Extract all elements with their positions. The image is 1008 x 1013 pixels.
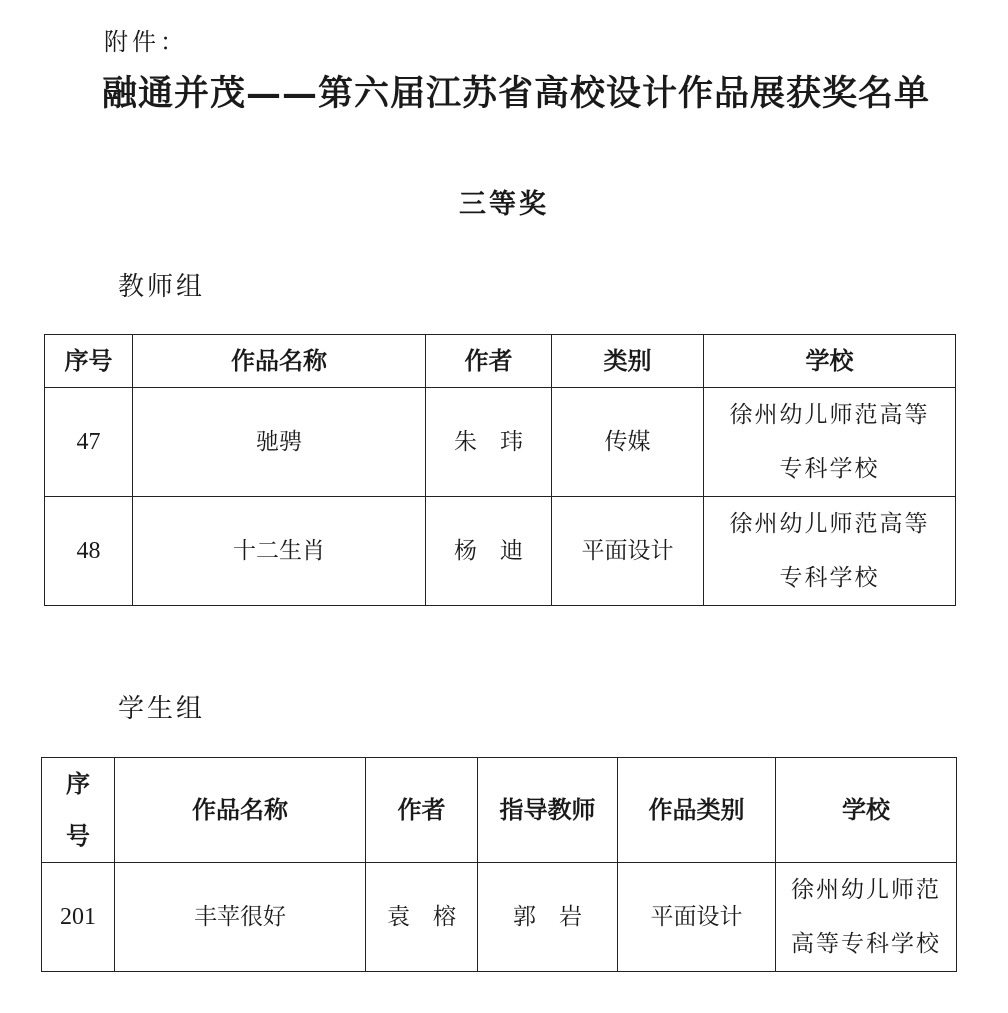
row-advisor: 郭 岩	[478, 863, 618, 972]
column-header-work: 作品名称	[115, 758, 366, 863]
student-group-table	[41, 757, 957, 972]
table-header-row	[45, 335, 956, 388]
row-author: 袁 榕	[366, 863, 478, 972]
school-line-2: 高等专科学校	[791, 931, 941, 957]
row-school	[704, 497, 956, 606]
attachment-label: 附件：	[104, 28, 188, 56]
school-line-2: 专科学校	[779, 565, 880, 591]
table-row	[42, 863, 957, 972]
row-school	[704, 388, 956, 497]
row-no: 48	[45, 497, 133, 606]
column-header-advisor: 指导教师	[478, 758, 618, 863]
school-line-1: 徐州幼儿师范	[791, 877, 941, 903]
table-header-row	[42, 758, 957, 863]
row-work: 丰苹很好	[115, 863, 366, 972]
column-header-no-line-1: 序	[66, 769, 90, 798]
column-header-no: 序号	[45, 335, 133, 388]
row-work: 驰骋	[133, 388, 426, 497]
teacher-group-label: 教师组	[118, 272, 206, 302]
student-group-label: 学生组	[118, 694, 206, 724]
award-level-heading: 三等奖	[459, 189, 549, 220]
school-line-1: 徐州幼儿师范高等	[729, 402, 930, 428]
teacher-group-table	[44, 334, 956, 606]
row-category: 传媒	[552, 388, 704, 497]
row-category: 平面设计	[552, 497, 704, 606]
column-header-school: 学校	[704, 335, 956, 388]
column-header-no	[42, 758, 115, 863]
row-no: 201	[42, 863, 115, 972]
row-category: 平面设计	[618, 863, 776, 972]
column-header-no-line-2: 号	[66, 821, 90, 850]
row-no: 47	[45, 388, 133, 497]
document-title: 融通并茂——第六届江苏省高校设计作品展获奖名单	[102, 73, 931, 114]
column-header-category: 类别	[552, 335, 704, 388]
row-author: 朱 玮	[426, 388, 552, 497]
column-header-author: 作者	[426, 335, 552, 388]
row-work: 十二生肖	[133, 497, 426, 606]
row-school	[776, 863, 957, 972]
column-header-school: 学校	[776, 758, 957, 863]
school-line-1: 徐州幼儿师范高等	[729, 511, 930, 537]
school-line-2: 专科学校	[779, 456, 880, 482]
column-header-work: 作品名称	[133, 335, 426, 388]
column-header-author: 作者	[366, 758, 478, 863]
table-row	[45, 497, 956, 606]
column-header-category: 作品类别	[618, 758, 776, 863]
table-row	[45, 388, 956, 497]
row-author: 杨 迪	[426, 497, 552, 606]
